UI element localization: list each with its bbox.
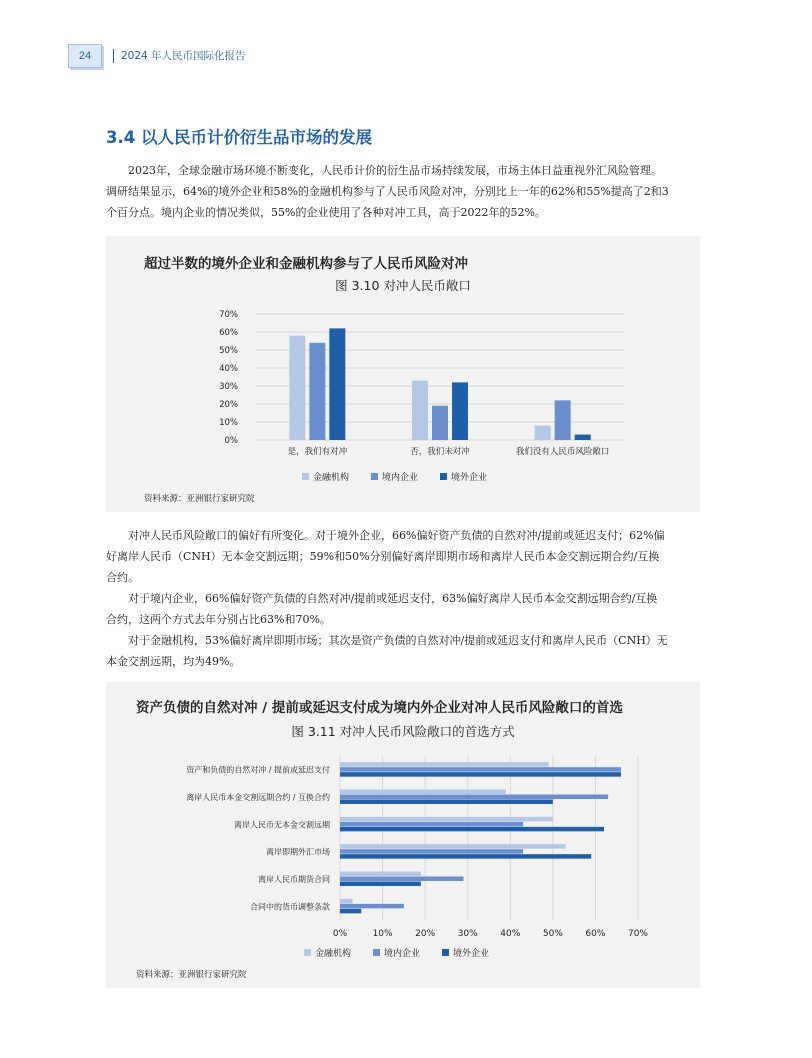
x-tick-label: 60% [585, 929, 606, 939]
x-tick-label: 40% [500, 929, 521, 939]
bar [412, 381, 428, 440]
bar [340, 872, 421, 877]
text-line: 本金交割远期，均为49%。 [106, 655, 241, 668]
page-number: 24 [68, 44, 102, 68]
bar [340, 904, 404, 909]
bar [340, 790, 506, 795]
text-line: 对于境内企业，66%偏好资产负债的自然对冲/提前或延迟支付，63%偏好离岸人民币本金交割远期合约/互换 [128, 592, 658, 605]
figure-3-11-panel [106, 682, 700, 988]
header-divider [113, 49, 114, 63]
bar [340, 795, 608, 800]
hedging-method-bar-chart [106, 750, 700, 950]
chart-legend [304, 946, 489, 959]
text-line: 合约，这两个方式去年分别占比63%和70%。 [106, 613, 331, 626]
x-category-label: 否，我们未对冲 [410, 447, 470, 457]
bar [555, 400, 571, 440]
bar [340, 817, 553, 822]
legend-item [302, 470, 349, 483]
y-tick-label: 40% [219, 364, 238, 374]
y-tick-label: 20% [219, 400, 238, 410]
legend-label: 境内企业 [382, 473, 419, 483]
figure-heading: 超过半数的境外企业和金融机构参与了人民币风险对冲 [144, 256, 468, 272]
legend-item [371, 470, 418, 483]
bar [340, 882, 421, 887]
figure-source: 资料来源：亚洲银行家研究院 [144, 494, 255, 504]
hedging-bar-chart [106, 300, 700, 480]
chart-legend [302, 470, 487, 483]
section-title: 3.4 以人民币计价衍生品市场的发展 [106, 128, 372, 147]
bar [340, 899, 353, 904]
bar [340, 822, 523, 827]
legend-item [440, 470, 487, 483]
bar [340, 854, 591, 859]
legend-swatch [302, 473, 309, 480]
legend-label: 境外企业 [453, 949, 490, 959]
y-tick-label: 10% [219, 418, 238, 428]
legend-swatch [440, 473, 447, 480]
bar [340, 849, 523, 854]
y-category-label: 离岸人民币期货合同 [258, 875, 330, 884]
legend-label: 金融机构 [315, 949, 352, 959]
y-category-label: 离岸人民币本金交割远期合约 / 互换合约 [186, 793, 330, 802]
text-line: 合约。 [106, 571, 139, 584]
bar [432, 406, 448, 440]
legend-item [442, 946, 489, 959]
preference-paragraph [106, 525, 700, 672]
legend-item [304, 946, 351, 959]
bar [452, 382, 468, 440]
x-tick-label: 10% [372, 929, 393, 939]
x-category-label: 是，我们有对冲 [287, 447, 348, 457]
bar [340, 844, 566, 849]
bar [575, 435, 591, 440]
y-tick-label: 50% [219, 346, 238, 356]
x-tick-label: 0% [332, 929, 348, 939]
bar [340, 800, 553, 805]
bar [329, 328, 345, 440]
x-tick-label: 50% [542, 929, 563, 939]
bar [340, 909, 361, 914]
y-category-label: 资产和负债的自然对冲 / 提前或延迟支付 [186, 765, 330, 775]
legend-label: 境内企业 [384, 949, 421, 959]
y-category-label: 合同中的货币调整条款 [250, 902, 330, 912]
y-tick-label: 60% [219, 328, 238, 338]
figure-caption: 图 3.11 对冲人民币风险敞口的首选方式 [291, 724, 515, 739]
text-line: 个百分点。境内企业的情况类似，55%的企业使用了各种对冲工具，高于2022年的52%。 [106, 206, 546, 219]
x-tick-label: 70% [627, 929, 649, 939]
figure-caption: 图 3.10 对冲人民币敞口 [335, 278, 471, 293]
text-line: 对于金融机构，53%偏好离岸即期市场；其次是资产负债的自然对冲/提前或延迟支付和离岸人民币（CNH）无 [128, 634, 668, 647]
bar [535, 426, 551, 440]
y-tick-label: 70% [219, 310, 238, 320]
bar [340, 877, 463, 882]
bar [340, 772, 621, 777]
y-category-label: 离岸即期外汇市场 [266, 847, 330, 857]
figure-heading: 资产负债的自然对冲 / 提前或延迟支付成为境内外企业对冲人民币风险敞口的首选 [136, 700, 623, 716]
x-category-label: 我们没有人民币风险敞口 [515, 447, 610, 457]
x-tick-label: 20% [415, 929, 436, 939]
text-line: 对冲人民币风险敞口的偏好有所变化。对于境外企业，66%偏好资产负债的自然对冲/提前或延迟支付；62%偏 [128, 529, 665, 542]
legend-swatch [304, 949, 311, 956]
y-category-label: 离岸人民币无本金交割远期 [234, 820, 330, 830]
bar [340, 827, 604, 832]
intro-paragraph [106, 160, 700, 223]
y-tick-label: 30% [219, 382, 238, 392]
text-line: 2023年，全球金融市场环境不断变化，人民币计价的衍生品市场持续发展，市场主体日益重视外汇风险管理。 [128, 164, 662, 177]
bar [289, 336, 305, 440]
bar [309, 343, 325, 440]
text-line: 好离岸人民币（CNH）无本金交割远期；59%和50%分别偏好离岸即期市场和离岸人民币本金交割远期合约/互换 [106, 550, 660, 563]
text-line: 调研结果显示，64%的境外企业和58%的金融机构参与了人民币风险对冲，分别比上一年的62%和55%提高了2和3 [106, 185, 669, 198]
figure-source: 资料来源：亚洲银行家研究院 [136, 970, 247, 980]
figure-3-10-panel [106, 236, 700, 512]
legend-label: 境外企业 [451, 473, 488, 483]
x-tick-label: 30% [457, 929, 478, 939]
legend-item [373, 946, 420, 959]
legend-swatch [371, 473, 378, 480]
running-title: 2024 年人民币国际化报告 [121, 50, 246, 62]
legend-label: 金融机构 [313, 473, 350, 483]
legend-swatch [442, 949, 449, 956]
legend-swatch [373, 949, 380, 956]
bar [340, 762, 549, 767]
y-tick-label: 0% [224, 436, 238, 446]
bar [340, 767, 621, 772]
